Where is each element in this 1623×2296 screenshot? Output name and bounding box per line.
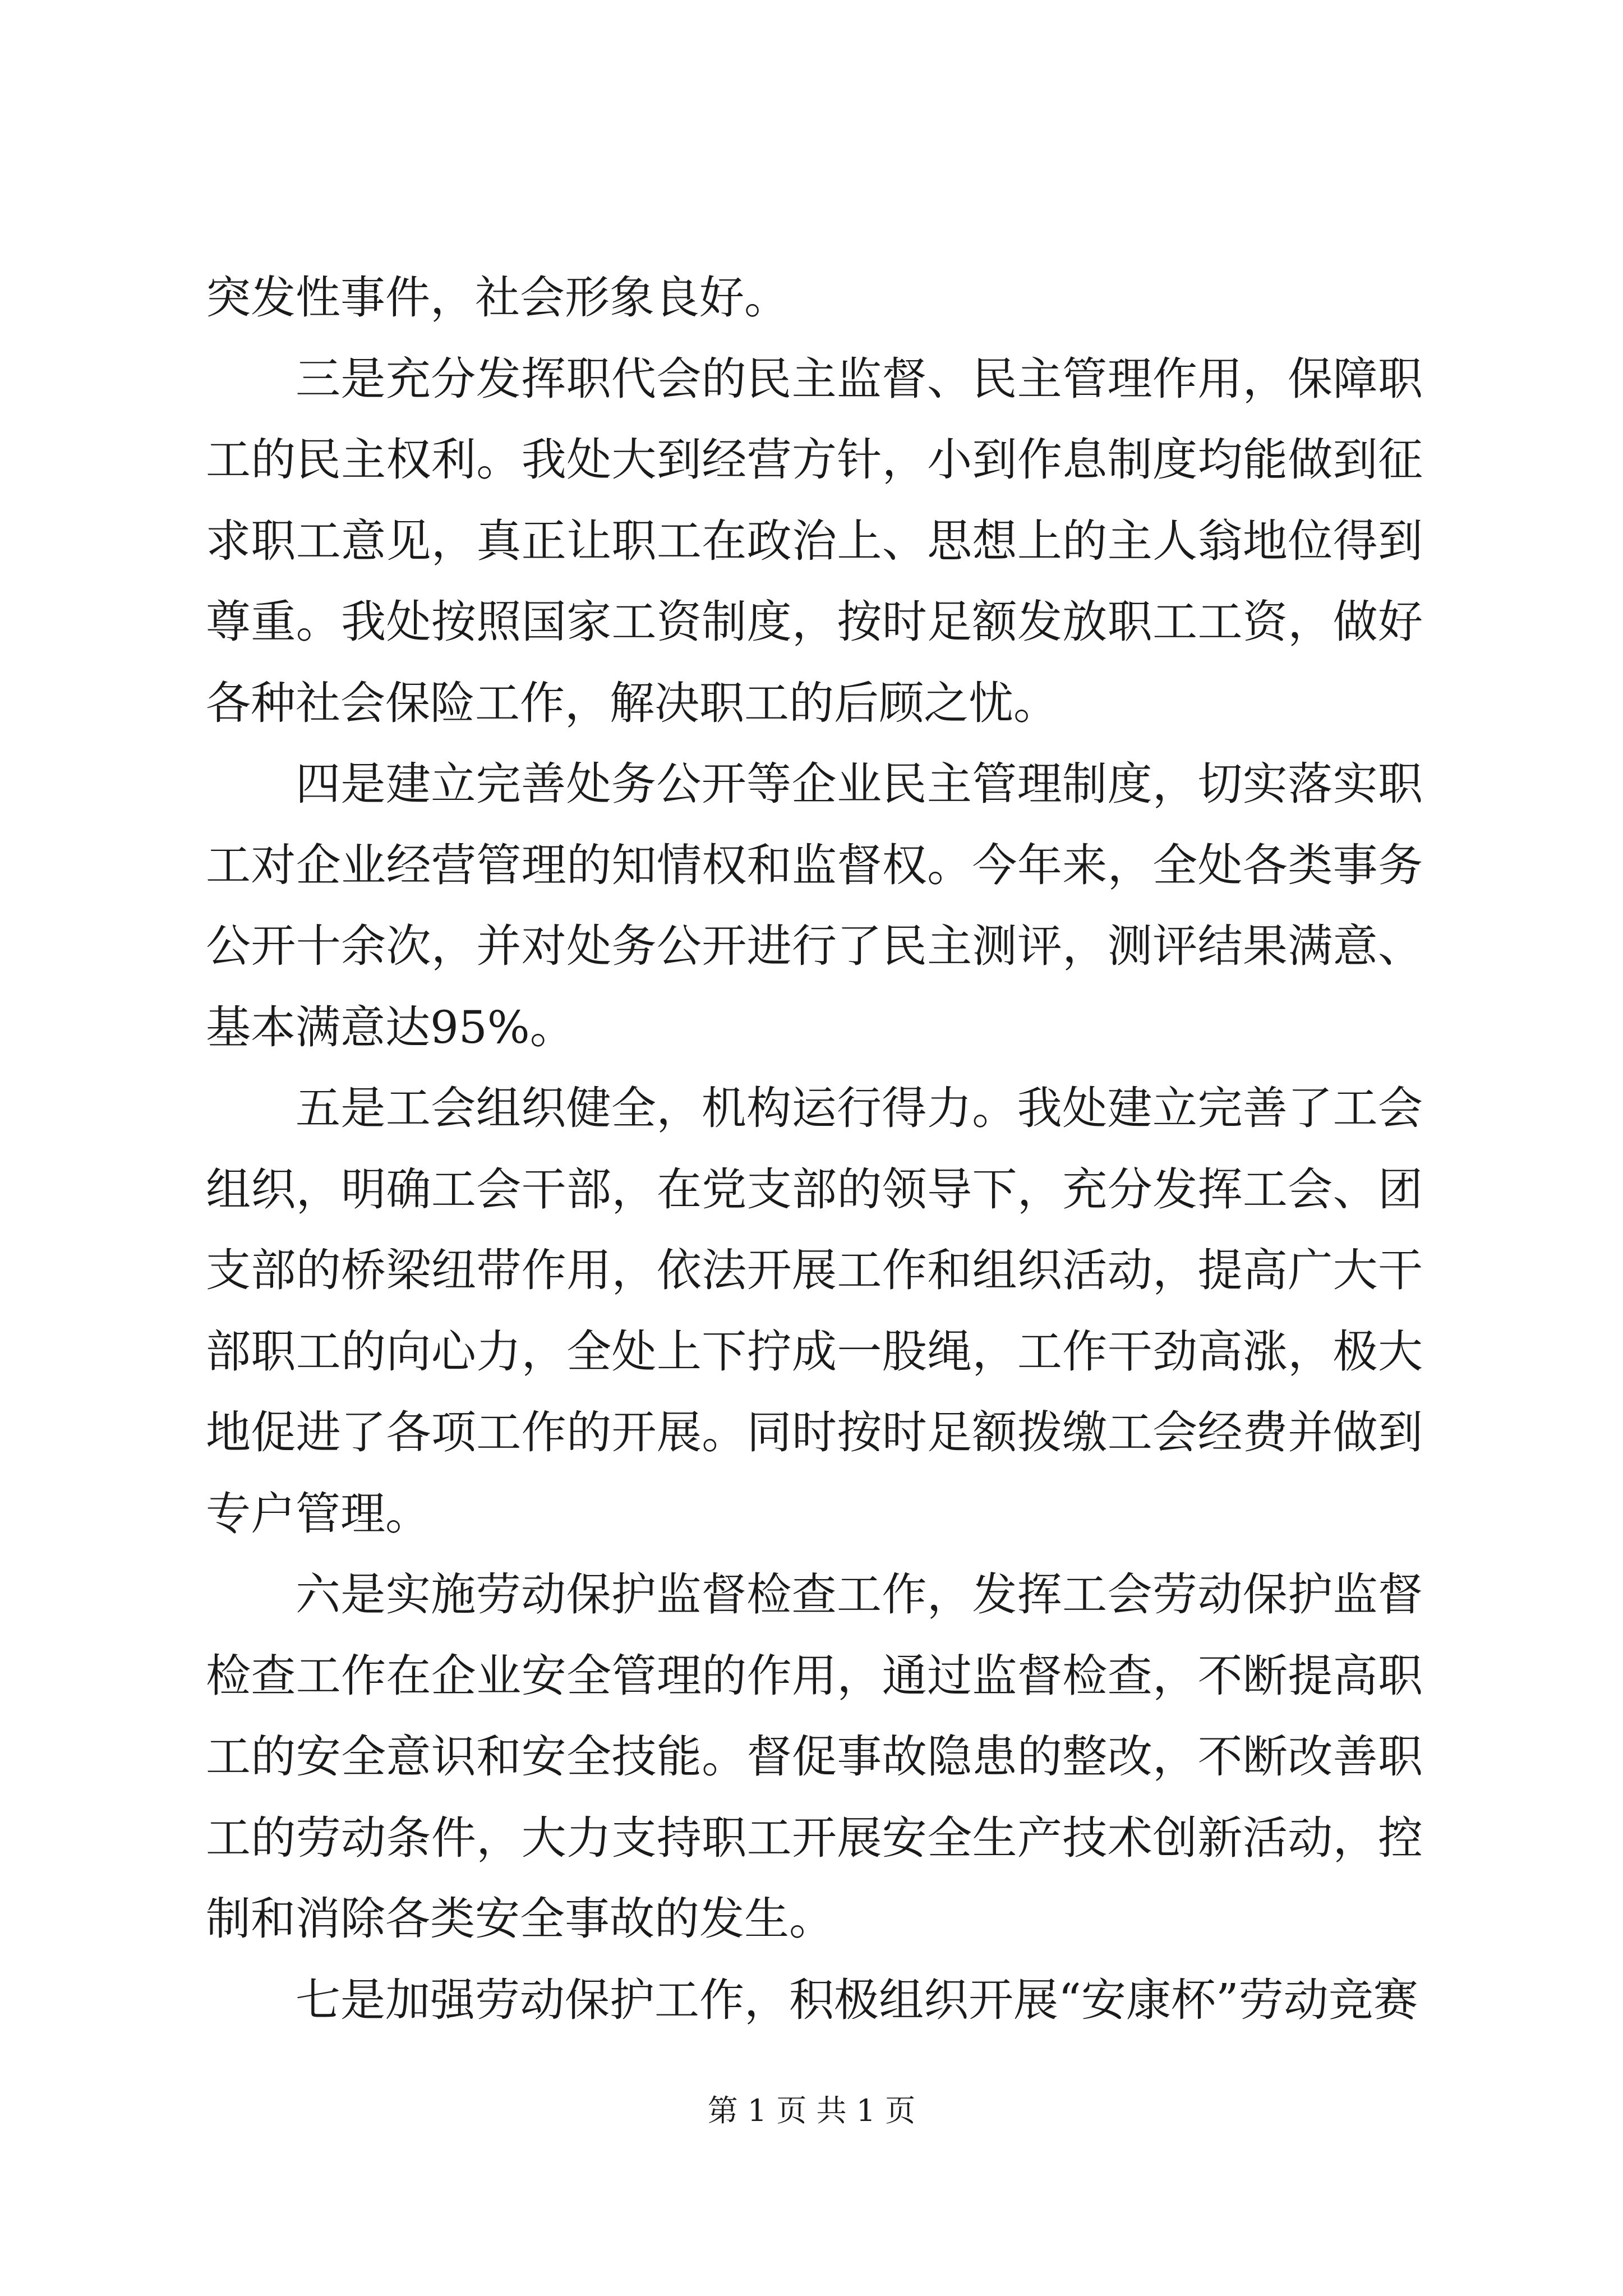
- paragraph-item-four: 四是建立完善处务公开等企业民主管理制度，切实落实职工对企业经营管理的知情权和监督权。今年来，全处各类事务公开十余次，并对处务公开进行了民主测评，测评结果满意、基本满意达95%。: [206, 758, 1423, 1053]
- paragraph-item-six: 六是实施劳动保护监督检查工作，发挥工会劳动保护监督检查工作在企业安全管理的作用，通过监督检查，不断提高职工的安全意识和安全技能。督促事故隐患的整改，不断改善职工的劳动条件，大力支持职工开展安全生产技术创新活动，控制和消除各类安全事故的发生。: [206, 1568, 1423, 1945]
- paragraph-continuation: 突发性事件，社会形象良好。: [206, 272, 789, 324]
- page-number-footer: 第 1 页 共 1 页: [707, 2093, 916, 2128]
- document-body: [206, 257, 1423, 2041]
- paragraph-item-five: 五是工会组织健全，机构运行得力。我处建立完善了工会组织，明确工会干部，在党支部的领导下，充分发挥工会、团支部的桥梁纽带作用，依法开展工作和组织活动，提高广大干部职工的向心力，全处上下拧成一股绳，工作干劲高涨，极大地促进了各项工作的开展。同时按时足额拨缴工会经费并做到专户管理。: [206, 1082, 1423, 1540]
- paragraph-item-three: 三是充分发挥职代会的民主监督、民主管理作用，保障职工的民主权利。我处大到经营方针，小到作息制度均能做到征求职工意见，真正让职工在政治上、思想上的主人翁地位得到尊重。我处按照国家工资制度，按时足额发放职工工资，做好各种社会保险工作，解决职工的后顾之忧。: [206, 352, 1423, 729]
- paragraph-item-seven: 七是加强劳动保护工作，积极组织开展“安康杯”劳动竞赛: [296, 1973, 1418, 2026]
